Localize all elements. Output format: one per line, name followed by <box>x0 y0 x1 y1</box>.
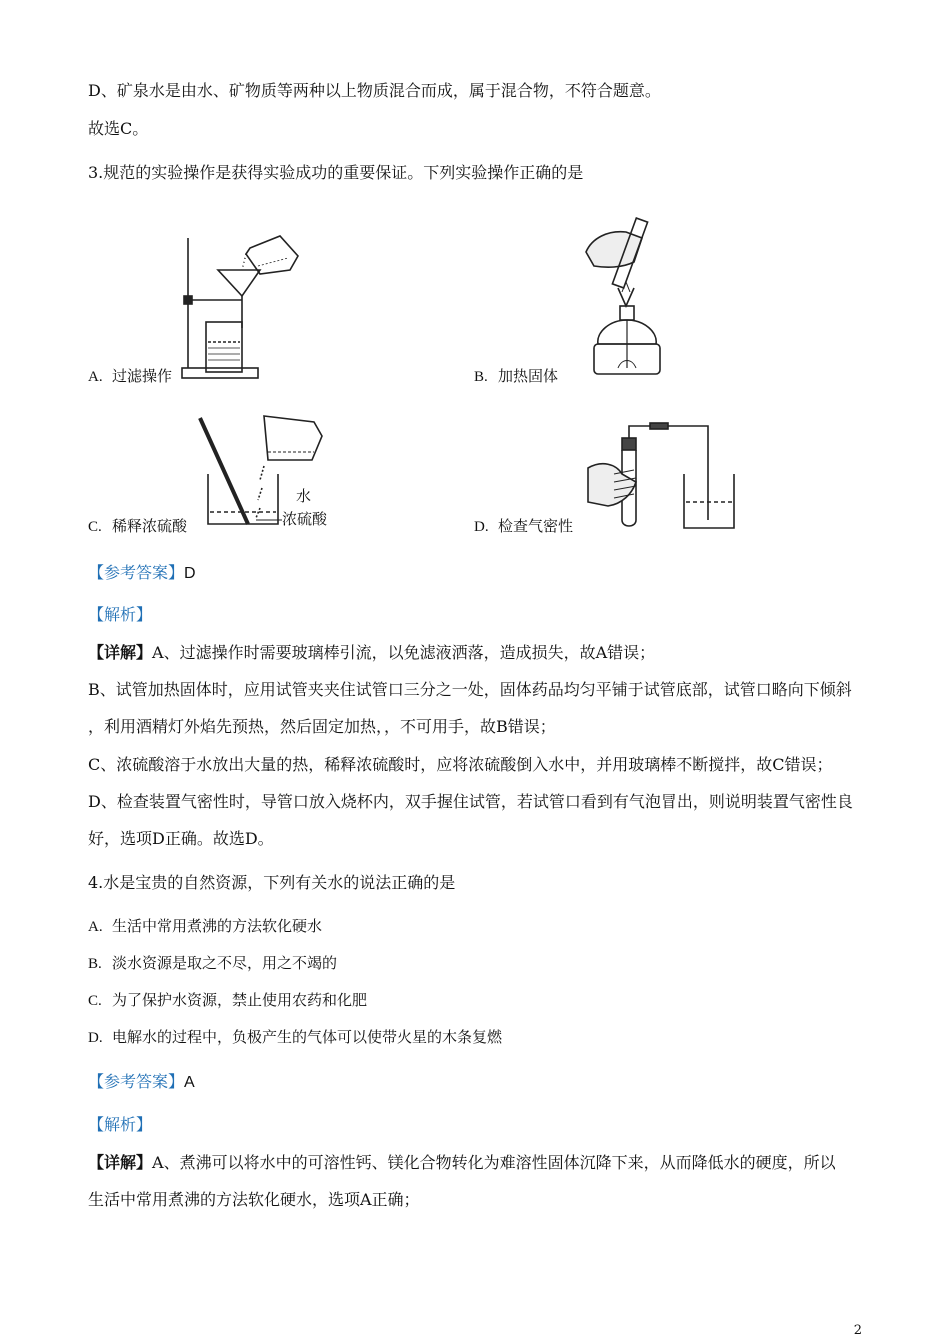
detail-3-line-1: 【详解】A、过滤操作时需要玻璃棒引流，以免滤液洒落，造成损失，故A错误； <box>88 643 656 662</box>
q3-option-d: D. 检查气密性 <box>474 517 574 535</box>
q4-option-a: A. 生活中常用煮沸的方法软化硬水 <box>88 917 323 935</box>
q4-option-b: B. 淡水资源是取之不尽，用之不竭的 <box>88 954 338 972</box>
detail-3-line-4: C、浓硫酸溶于水放出大量的热，稀释浓硫酸时，应将浓硫酸倒入水中，并用玻璃棒不断搅拌，故C错误； <box>88 755 833 774</box>
answer-4: 【参考答案】A <box>88 1072 195 1091</box>
q4-option-d: D. 电解水的过程中，负极产生的气体可以使带火星的木条复燃 <box>88 1028 503 1046</box>
filtration-figure <box>180 208 330 383</box>
detail-3-line-6: 好，选项D正确。故选D。 <box>88 829 274 848</box>
q3-option-b: B. 加热固体 <box>474 367 559 385</box>
text-line: D、矿泉水是由水、矿物质等两种以上物质混合而成，属于混合物，不符合题意。 <box>88 81 661 100</box>
question-3-title: 3.规范的实验操作是获得实验成功的重要保证。下列实验操作正确的是 <box>88 163 584 182</box>
page-number: 2 <box>853 1323 862 1338</box>
q3-option-c: C. 稀释浓硫酸 <box>88 517 188 535</box>
detail-4-line-1: 【详解】A、煮沸可以将水中的可溶性钙、镁化合物转化为难溶性固体沉降下来，从而降低水的硬度，所以 <box>88 1153 836 1172</box>
detail-3-line-3: ，利用酒精灯外焰先预热，然后固定加热，，不可用手，故B错误； <box>88 717 556 736</box>
acid-pointer-line <box>256 518 282 522</box>
q3-option-a: A. 过滤操作 <box>88 367 173 385</box>
answer-3: 【参考答案】D <box>88 563 196 582</box>
analysis-4-heading: 【解析】 <box>88 1115 153 1134</box>
analysis-3-heading: 【解析】 <box>88 605 153 624</box>
q4-option-c: C. 为了保护水资源，禁止使用农药和化肥 <box>88 991 368 1009</box>
heating-solid-figure <box>578 208 688 383</box>
detail-3-line-5: D、检查装置气密性时，导管口放入烧杯内，双手握住试管，若试管口看到有气泡冒出，则说明装置气密性良 <box>88 792 853 811</box>
airtightness-figure <box>582 420 762 532</box>
question-4-title: 4.水是宝贵的自然资源，下列有关水的说法正确的是 <box>88 873 456 892</box>
detail-4-line-2: 生活中常用煮沸的方法软化硬水，选项A正确； <box>88 1190 420 1209</box>
acid-label: 浓硫酸 <box>282 510 328 528</box>
water-label: 水 <box>296 487 312 505</box>
text-line: 故选C。 <box>88 119 149 138</box>
detail-3-line-2: B、试管加热固体时，应用试管夹夹住试管口三分之一处，固体药品均匀平铺于试管底部，试管口略向下倾斜 <box>88 680 852 699</box>
